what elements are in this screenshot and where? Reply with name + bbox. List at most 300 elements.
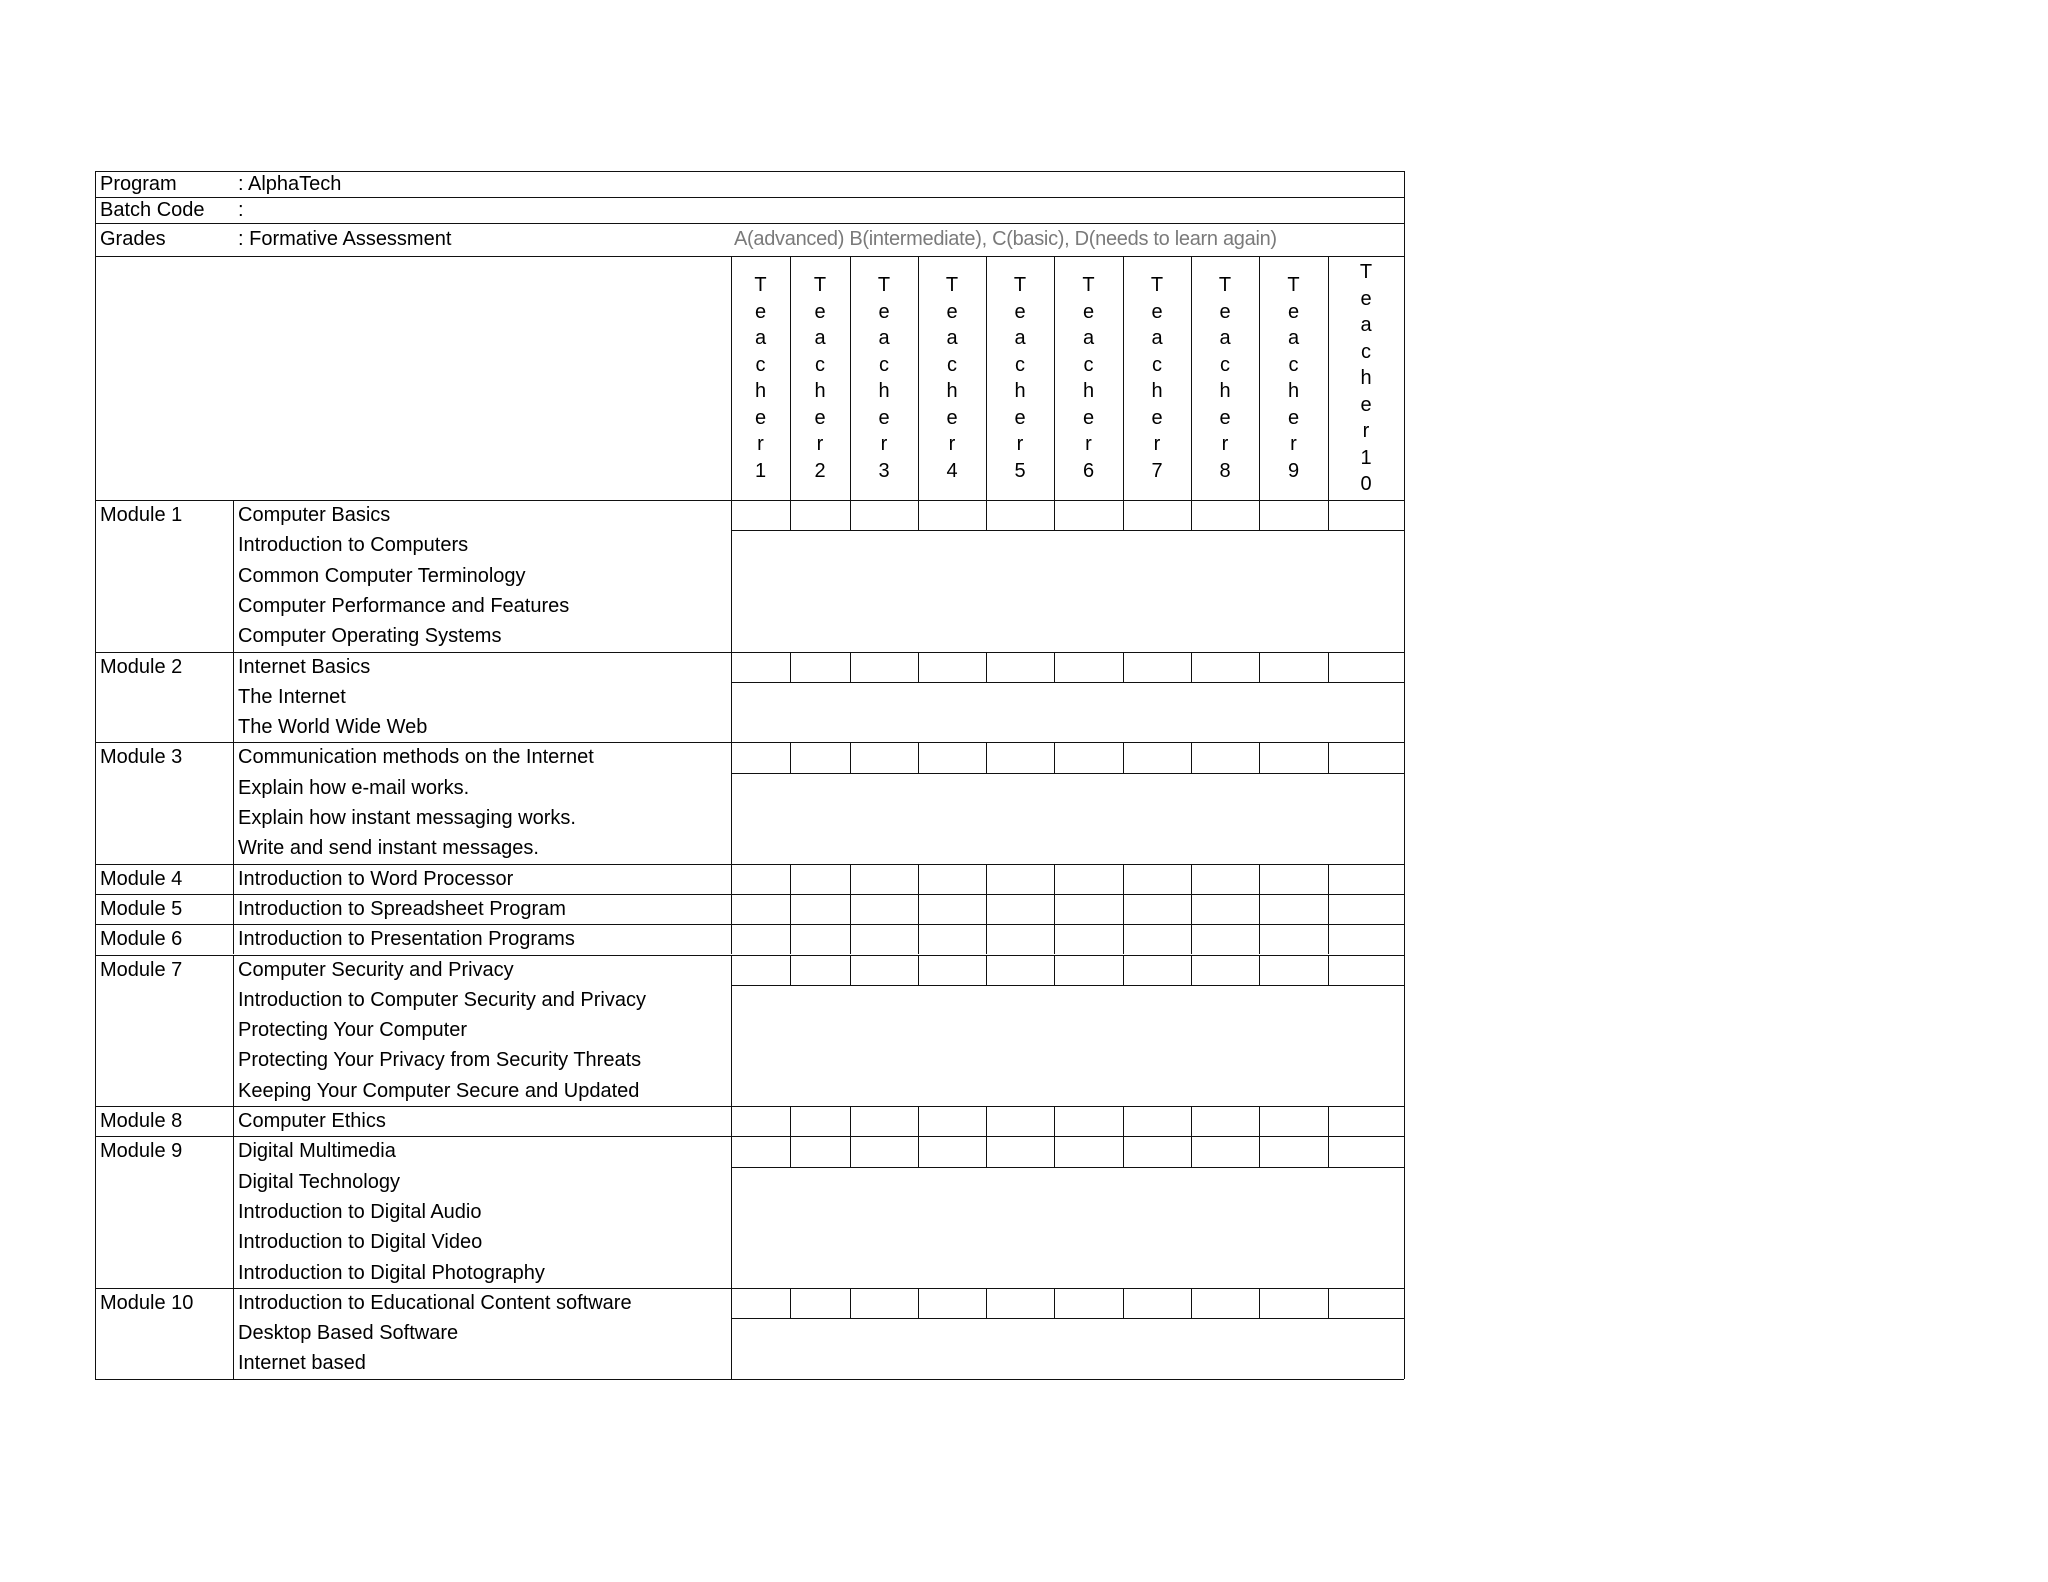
- grade-cell[interactable]: [988, 502, 1052, 528]
- grid-line: [1328, 742, 1329, 772]
- grade-cell[interactable]: [1125, 896, 1189, 922]
- grid-line: [233, 894, 234, 924]
- grid-line: [731, 1106, 732, 1136]
- grid-line: [850, 1106, 851, 1136]
- module-name: Module 10: [100, 1291, 194, 1314]
- grades-legend: A(advanced) B(intermediate), C(basic), D(needs to learn again): [734, 228, 1277, 250]
- grid-line: [1328, 864, 1329, 894]
- grid-line: [1054, 1136, 1055, 1166]
- grid-line: [1191, 1106, 1192, 1136]
- grade-cell[interactable]: [1193, 957, 1257, 983]
- grade-cell[interactable]: [1125, 744, 1189, 770]
- grid-line: [986, 256, 987, 500]
- grid-line: [95, 1379, 1404, 1380]
- grid-line: [731, 530, 1404, 531]
- teacher-header-char: a: [878, 327, 890, 349]
- grid-line: [850, 864, 851, 894]
- grade-cell[interactable]: [988, 1138, 1052, 1164]
- teacher-header-char: T: [1013, 274, 1027, 296]
- grid-line: [233, 1106, 234, 1136]
- module-name: Module 7: [100, 958, 183, 981]
- teacher-header-char: c: [755, 353, 766, 376]
- grid-line: [986, 500, 987, 530]
- teacher-header-char: e: [1082, 300, 1095, 323]
- grade-cell[interactable]: [1330, 866, 1402, 892]
- grade-cell[interactable]: [1125, 1290, 1189, 1316]
- grid-line: [1259, 652, 1260, 682]
- grade-cell[interactable]: [852, 1108, 916, 1134]
- module-subtopic: Write and send instant messages.: [238, 837, 539, 860]
- teacher-header-char: r: [1221, 433, 1229, 455]
- grade-cell[interactable]: [1330, 502, 1402, 528]
- grade-cell[interactable]: [1330, 744, 1402, 770]
- grade-cell[interactable]: [733, 1290, 788, 1316]
- grid-line: [790, 500, 791, 530]
- grade-cell[interactable]: [1330, 1290, 1402, 1316]
- module-subtopic: The Internet: [238, 685, 346, 708]
- grid-line: [95, 256, 1404, 257]
- grade-cell[interactable]: [852, 502, 916, 528]
- teacher-header-char: c: [1361, 340, 1371, 363]
- grade-cell[interactable]: [733, 957, 788, 983]
- grid-line: [1123, 955, 1124, 985]
- teacher-header-char: h: [1219, 380, 1231, 402]
- grid-line: [95, 171, 1404, 172]
- grid-line: [918, 256, 919, 500]
- grid-line: [986, 924, 987, 954]
- grid-line: [731, 955, 732, 1107]
- module-subtopic: Protecting Your Privacy from Security Threats: [238, 1049, 642, 1072]
- grid-line: [731, 682, 1404, 683]
- grid-line: [731, 742, 732, 863]
- grade-cell[interactable]: [1193, 926, 1257, 952]
- grid-line: [1191, 955, 1192, 985]
- grid-line: [790, 894, 791, 924]
- teacher-header-char: e: [946, 406, 958, 429]
- teacher-header-char: e: [814, 300, 826, 323]
- grade-cell[interactable]: [1125, 957, 1189, 983]
- grade-cell[interactable]: [1261, 896, 1326, 922]
- teacher-header-char: r: [1085, 433, 1092, 455]
- grid-line: [986, 1136, 987, 1166]
- module-name: Module 8: [100, 1110, 183, 1132]
- teacher-header-char: a: [1151, 327, 1163, 349]
- teacher-header-char: 3: [878, 459, 890, 482]
- module-name: Module 5: [100, 897, 183, 920]
- grade-cell[interactable]: [1056, 1138, 1121, 1164]
- teacher-header-char: a: [1014, 327, 1026, 349]
- grid-line: [1259, 1136, 1260, 1166]
- grid-line: [1191, 256, 1192, 500]
- grid-line: [233, 1136, 234, 1288]
- grid-line: [790, 1106, 791, 1136]
- module-subtopic: Introduction to Computers: [238, 534, 469, 557]
- grid-line: [1328, 652, 1329, 682]
- grid-line: [233, 864, 234, 894]
- grid-line: [95, 1106, 1404, 1107]
- grade-cell[interactable]: [852, 866, 916, 892]
- grade-cell[interactable]: [792, 1138, 848, 1164]
- grid-line: [1259, 894, 1260, 924]
- grade-cell[interactable]: [988, 896, 1052, 922]
- grade-cell[interactable]: [1056, 744, 1121, 770]
- grade-cell[interactable]: [1261, 1108, 1326, 1134]
- grade-cell[interactable]: [1056, 957, 1121, 983]
- grid-line: [918, 1106, 919, 1136]
- grade-cell[interactable]: [1193, 654, 1257, 680]
- grade-cell[interactable]: [852, 957, 916, 983]
- grade-cell[interactable]: [920, 502, 984, 528]
- grid-line: [731, 924, 732, 954]
- grid-line: [95, 500, 1404, 501]
- grid-line: [1054, 742, 1055, 772]
- module-subtopic: Digital Technology: [238, 1170, 400, 1193]
- grid-line: [1123, 924, 1124, 954]
- grade-cell[interactable]: [988, 1290, 1052, 1316]
- grid-line: [95, 223, 1404, 224]
- module-name: Module 3: [100, 746, 183, 769]
- grid-line: [1054, 1106, 1055, 1136]
- grade-cell[interactable]: [920, 926, 984, 952]
- teacher-header-char: c: [879, 353, 889, 376]
- grade-cell[interactable]: [1056, 502, 1121, 528]
- module-topic: Introduction to Spreadsheet Program: [238, 897, 566, 920]
- grade-cell[interactable]: [1193, 866, 1257, 892]
- teacher-header-char: h: [946, 380, 958, 402]
- grid-line: [233, 955, 234, 1107]
- grid-line: [1191, 1136, 1192, 1166]
- grade-cell[interactable]: [988, 926, 1052, 952]
- grade-cell[interactable]: [1261, 926, 1326, 952]
- grade-cell[interactable]: [1125, 866, 1189, 892]
- grid-line: [95, 197, 1404, 198]
- grade-cell[interactable]: [792, 1108, 848, 1134]
- grade-cell[interactable]: [1261, 502, 1326, 528]
- module-topic: Internet Basics: [238, 655, 371, 678]
- grid-line: [1328, 894, 1329, 924]
- grade-cell[interactable]: [920, 866, 984, 892]
- teacher-header-char: e: [1219, 406, 1231, 429]
- grid-line: [1123, 864, 1124, 894]
- grade-cell[interactable]: [1056, 654, 1121, 680]
- grid-line: [918, 894, 919, 924]
- teacher-header-char: e: [1082, 406, 1095, 429]
- teacher-header-char: a: [1287, 327, 1300, 349]
- grade-cell[interactable]: [988, 957, 1052, 983]
- teacher-header-char: T: [1287, 274, 1300, 296]
- grade-cell[interactable]: [1125, 1108, 1189, 1134]
- teacher-header-char: T: [1082, 274, 1095, 296]
- grade-cell[interactable]: [1193, 1138, 1257, 1164]
- module-topic: Communication methods on the Internet: [238, 746, 594, 769]
- batch-code-label: Batch Code: [100, 199, 205, 221]
- grid-line: [95, 924, 1404, 925]
- teacher-header-char: h: [878, 380, 890, 402]
- grid-line: [1328, 1106, 1329, 1136]
- teacher-header-char: T: [945, 274, 959, 296]
- module-topic: Introduction to Presentation Programs: [238, 928, 575, 951]
- teacher-header-char: r: [880, 433, 888, 455]
- module-name: Module 6: [100, 928, 183, 951]
- grade-cell[interactable]: [852, 654, 916, 680]
- grade-cell[interactable]: [1056, 866, 1121, 892]
- teacher-header-char: r: [1362, 420, 1370, 442]
- grade-cell[interactable]: [1330, 896, 1402, 922]
- module-subtopic: Keeping Your Computer Secure and Updated: [238, 1079, 640, 1102]
- teacher-header-char: h: [1014, 380, 1026, 402]
- grade-cell[interactable]: [792, 744, 848, 770]
- grade-cell[interactable]: [792, 866, 848, 892]
- teacher-header-char: 5: [1014, 459, 1026, 482]
- grid-line: [1328, 500, 1329, 530]
- grid-line: [731, 773, 1404, 774]
- grade-cell[interactable]: [1056, 896, 1121, 922]
- grid-line: [918, 652, 919, 682]
- grade-cell[interactable]: [733, 866, 788, 892]
- program-value: : AlphaTech: [238, 173, 342, 195]
- grid-line: [1259, 742, 1260, 772]
- grade-cell[interactable]: [852, 744, 916, 770]
- teacher-header-char: 6: [1082, 459, 1095, 482]
- grade-cell[interactable]: [1056, 1108, 1121, 1134]
- grid-line: [1123, 1106, 1124, 1136]
- module-name: Module 1: [100, 504, 183, 526]
- grid-line: [850, 256, 851, 500]
- grade-cell[interactable]: [733, 926, 788, 952]
- module-subtopic: Computer Operating Systems: [238, 625, 502, 648]
- grid-line: [1123, 256, 1124, 500]
- grid-line: [918, 1136, 919, 1166]
- teacher-header-char: a: [754, 327, 767, 349]
- grade-cell[interactable]: [792, 502, 848, 528]
- teacher-header-char: 4: [946, 459, 958, 482]
- grade-cell[interactable]: [988, 1108, 1052, 1134]
- grid-line: [850, 924, 851, 954]
- grid-line: [95, 894, 1404, 895]
- grid-line: [918, 1288, 919, 1318]
- grade-cell[interactable]: [1330, 654, 1402, 680]
- grade-cell[interactable]: [1193, 744, 1257, 770]
- grade-cell[interactable]: [988, 866, 1052, 892]
- grade-cell[interactable]: [988, 744, 1052, 770]
- grid-line: [850, 742, 851, 772]
- teacher-header-char: a: [946, 327, 958, 349]
- grade-cell[interactable]: [733, 654, 788, 680]
- teacher-header-char: e: [878, 406, 890, 429]
- grade-cell[interactable]: [1193, 1108, 1257, 1134]
- grid-line: [1054, 894, 1055, 924]
- teacher-header-char: e: [878, 300, 890, 323]
- grade-cell[interactable]: [852, 926, 916, 952]
- grade-cell[interactable]: [1125, 1138, 1189, 1164]
- grid-line: [731, 864, 732, 894]
- teacher-header-char: r: [1153, 433, 1161, 455]
- grid-line: [731, 256, 732, 500]
- grade-cell[interactable]: [792, 896, 848, 922]
- grade-cell[interactable]: [1330, 1138, 1402, 1164]
- teacher-header-char: c: [1015, 353, 1025, 376]
- teacher-header-char: 1: [754, 459, 767, 482]
- grid-line: [850, 500, 851, 530]
- grid-line: [850, 955, 851, 985]
- grade-cell[interactable]: [920, 1290, 984, 1316]
- grade-cell[interactable]: [852, 896, 916, 922]
- grid-line: [790, 742, 791, 772]
- teacher-header-char: h: [814, 380, 826, 402]
- grid-line: [790, 256, 791, 500]
- grid-line: [95, 171, 96, 1379]
- teacher-header-char: 9: [1287, 459, 1300, 482]
- grade-cell[interactable]: [920, 654, 984, 680]
- program-label: Program: [100, 173, 177, 195]
- grid-line: [95, 1136, 1404, 1137]
- teacher-header-char: 7: [1151, 459, 1163, 482]
- teacher-header-char: r: [816, 433, 824, 455]
- teacher-header-char: r: [1290, 433, 1297, 455]
- grade-cell[interactable]: [1125, 502, 1189, 528]
- teacher-header-char: T: [1150, 274, 1164, 296]
- module-subtopic: Explain how e-mail works.: [238, 776, 470, 799]
- grade-cell[interactable]: [733, 744, 788, 770]
- grade-cell[interactable]: [1261, 866, 1326, 892]
- grid-line: [850, 652, 851, 682]
- teacher-header-char: e: [946, 300, 958, 323]
- grid-line: [1191, 1288, 1192, 1318]
- grades-label: Grades: [100, 228, 166, 250]
- grade-cell[interactable]: [792, 654, 848, 680]
- grid-line: [850, 1288, 851, 1318]
- grid-line: [1054, 955, 1055, 985]
- grid-line: [1191, 864, 1192, 894]
- module-subtopic: Desktop Based Software: [238, 1322, 459, 1345]
- teacher-header-char: h: [1082, 380, 1095, 402]
- grade-cell[interactable]: [1193, 896, 1257, 922]
- grade-cell[interactable]: [792, 1290, 848, 1316]
- grade-cell[interactable]: [920, 744, 984, 770]
- grid-line: [1328, 924, 1329, 954]
- grade-cell[interactable]: [920, 896, 984, 922]
- grid-line: [1259, 256, 1260, 500]
- grid-line: [986, 742, 987, 772]
- grid-line: [95, 1288, 1404, 1289]
- grid-line: [731, 894, 732, 924]
- teacher-header-char: e: [1360, 287, 1372, 310]
- grid-line: [1191, 742, 1192, 772]
- grade-cell[interactable]: [1261, 1290, 1326, 1316]
- grade-cell[interactable]: [792, 926, 848, 952]
- teacher-header-char: r: [1016, 433, 1024, 455]
- grid-line: [731, 652, 732, 743]
- grid-line: [95, 864, 1404, 865]
- grid-line: [918, 742, 919, 772]
- grade-cell[interactable]: [1330, 1108, 1402, 1134]
- grid-line: [850, 894, 851, 924]
- grade-cell[interactable]: [1193, 1290, 1257, 1316]
- grid-line: [986, 1106, 987, 1136]
- teacher-header-char: 0: [1360, 473, 1372, 495]
- teacher-header-char: e: [754, 406, 767, 429]
- grade-cell[interactable]: [1056, 926, 1121, 952]
- grade-cell[interactable]: [1261, 957, 1326, 983]
- grid-line: [1404, 171, 1405, 1379]
- grade-cell[interactable]: [1330, 957, 1402, 983]
- grade-cell[interactable]: [733, 896, 788, 922]
- teacher-header-char: T: [1218, 274, 1232, 296]
- teacher-header-char: 8: [1219, 459, 1231, 482]
- module-topic: Introduction to Educational Content software: [238, 1291, 632, 1314]
- grid-line: [850, 1136, 851, 1166]
- teacher-header-char: h: [1151, 380, 1163, 402]
- grid-line: [1054, 256, 1055, 500]
- teacher-header-char: r: [948, 433, 956, 455]
- grade-cell[interactable]: [1261, 744, 1326, 770]
- grade-cell[interactable]: [852, 1138, 916, 1164]
- grade-cell[interactable]: [1125, 926, 1189, 952]
- grid-line: [731, 1167, 1404, 1168]
- grid-line: [731, 1318, 1404, 1319]
- grade-cell[interactable]: [792, 957, 848, 983]
- grade-cell[interactable]: [1261, 1138, 1326, 1164]
- grid-line: [1328, 955, 1329, 985]
- teacher-header-char: T: [877, 274, 891, 296]
- grid-line: [1123, 500, 1124, 530]
- grid-line: [1191, 500, 1192, 530]
- grade-cell[interactable]: [920, 1108, 984, 1134]
- module-subtopic: Introduction to Digital Audio: [238, 1200, 482, 1223]
- grid-line: [95, 652, 1404, 653]
- grid-line: [1259, 955, 1260, 985]
- grid-line: [790, 955, 791, 985]
- grid-line: [1054, 652, 1055, 682]
- teacher-header-char: a: [1360, 314, 1372, 336]
- grade-cell[interactable]: [1261, 654, 1326, 680]
- grade-cell[interactable]: [1330, 926, 1402, 952]
- module-subtopic: Introduction to Digital Photography: [238, 1261, 545, 1284]
- grid-line: [986, 894, 987, 924]
- grade-cell[interactable]: [1125, 654, 1189, 680]
- grid-line: [731, 985, 1404, 986]
- teacher-header-char: r: [757, 433, 764, 455]
- grade-cell[interactable]: [920, 957, 984, 983]
- grid-line: [918, 955, 919, 985]
- teacher-header-char: 1: [1360, 446, 1372, 469]
- grid-line: [986, 864, 987, 894]
- grid-line: [731, 1288, 732, 1379]
- grid-line: [1191, 652, 1192, 682]
- teacher-header-char: h: [1287, 380, 1300, 402]
- module-name: Module 2: [100, 655, 183, 678]
- grade-cell[interactable]: [733, 1108, 788, 1134]
- grade-cell[interactable]: [1193, 502, 1257, 528]
- grid-line: [790, 1288, 791, 1318]
- module-name: Module 9: [100, 1140, 183, 1163]
- grade-cell[interactable]: [733, 1138, 788, 1164]
- grid-line: [1054, 924, 1055, 954]
- grade-cell[interactable]: [988, 654, 1052, 680]
- grid-line: [1123, 1288, 1124, 1318]
- grid-line: [233, 1288, 234, 1379]
- module-topic: Computer Ethics: [238, 1110, 386, 1132]
- grade-cell[interactable]: [1056, 1290, 1121, 1316]
- grade-cell[interactable]: [852, 1290, 916, 1316]
- grade-cell[interactable]: [733, 502, 788, 528]
- grid-line: [986, 955, 987, 985]
- grade-cell[interactable]: [920, 1138, 984, 1164]
- grid-line: [790, 1136, 791, 1166]
- module-subtopic: Explain how instant messaging works.: [238, 807, 576, 829]
- teacher-header-char: a: [1082, 327, 1095, 349]
- module-topic: Computer Basics: [238, 504, 391, 526]
